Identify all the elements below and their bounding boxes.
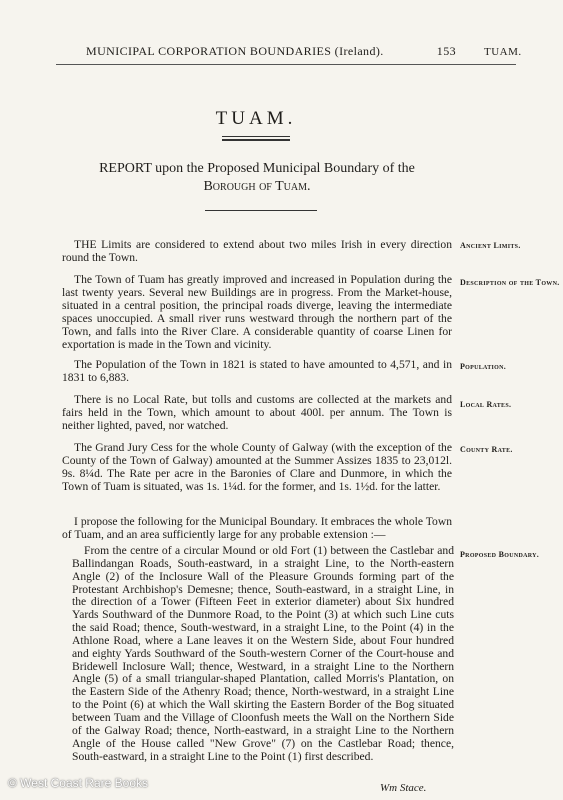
- margin-note-local-rates: Local Rates.: [460, 400, 512, 409]
- margin-note-description: Description of the Town.: [460, 278, 560, 287]
- paragraph-proposed-boundary: [72, 545, 454, 763]
- running-title: MUNICIPAL CORPORATION BOUNDARIES (Ireland).: [86, 44, 384, 58]
- paragraph-local-rates: [62, 393, 452, 432]
- margin-note-population: Population.: [460, 362, 507, 371]
- paragraph-ancient-limits: [62, 238, 452, 264]
- paragraph-text: THE Limits are considered to extend about two miles Irish in every direction round the Town.: [62, 238, 452, 264]
- margin-note-county-rate: County Rate.: [460, 445, 513, 454]
- paragraph-text: There is no Local Rate, but tolls and customs are collected at the markets and fairs held in the Town, which amount to about 400l. per annum. The Town is neither lighted, paved, nor watched.: [62, 393, 452, 432]
- paragraph-text: The Population of the Town in 1821 is stated to have amounted to 4,571, and in 1831 to 6,883.: [62, 358, 452, 384]
- signature: Wm Stace.: [380, 782, 427, 794]
- paragraph-text: From the centre of a circular Mound or old Fort (1) between the Castlebar and Ballindangan Roads, South-eastward, in a straight Line, to the North-eastern Angle (2) of the Inclosure Wall of the Pleasure Grounds forming part of the Protestant Archbishop's Demesne; thence, South-eastward, in a straight Line, in the direction of a Tower (Fifteen Feet in exterior diameter) about Six hundred Yards Southward of the Dunmore Road, to the Point (3) at which such Line cuts the said Road; thence, South-westward, in a straight Line, to the Point (4) in the Athlone Road, where a Lane leaves it on the Western Side, about Four hundred and eighty Yards Southward of the South-western Corner of the Court-house and Bridewell Inclosure Wall; thence, Westward, in a straight Line to the Northern Angle (5) of a small triangular-shaped Plantation, called Morris's Plantation, on the Eastern Side of the Athenry Road; thence, North-westward, in a straight Line to the Point (6) at which the Wall skirting the Eastern Border of the Bog situated between Tuam and the Village of Cloonfush meets the Wall on the Northern Side of the Galway Road; thence, North-eastward, in a straight Line to the Northern Angle of the House called "New Grove" (7) on the Castlebar Road; thence, South-eastward, in a straight Line to the Point (1) first described.: [72, 544, 454, 763]
- margin-running-title: TUAM.: [484, 46, 522, 58]
- report-title: [62, 160, 452, 196]
- paragraph-text: The Grand Jury Cess for the whole County of Galway (with the exception of the County of the Town of Galway) amounted at the Summer Assizes 1835 to 23,012l. 9s. 8¼d. The Rate per acre in the Baronies of Clare and Dunmore, in which the Town of Tuam is situated, was 1s. 1¼d. for the former, and 1s. 1½d. for the latter.: [62, 441, 452, 493]
- report-title-line-2: Borough of Tuam.: [203, 179, 311, 194]
- margin-note-proposed-boundary: Proposed Boundary.: [460, 550, 540, 559]
- watermark: © West Coast Rare Books: [8, 776, 149, 790]
- page-number: 153: [436, 44, 456, 58]
- report-title-line-1: REPORT upon the Proposed Municipal Boundary of the: [99, 161, 415, 176]
- paragraph-description: [62, 273, 452, 351]
- paragraph-proposal-intro: [62, 515, 452, 541]
- paragraph-text: The Town of Tuam has greatly improved and increased in Population during the last twenty years. Several new Buildings are in progress. From the Market-house, situated in a central position, the principal roads diverge, leaving the intermediate spaces unoccupied. A small river runs westward through the northern part of the Town, and falls into the River Clare. A considerable quantity of coarse Linen for exportation is made in the Town and vicinity.: [62, 273, 452, 351]
- header-rule: [56, 64, 516, 65]
- paragraph-population: [62, 358, 452, 384]
- page-title: TUAM.: [215, 108, 297, 129]
- paragraph-county-rate: [62, 441, 452, 493]
- margin-note-ancient-limits: Ancient Limits.: [460, 241, 521, 250]
- running-header: [86, 44, 456, 59]
- title-rule-top: [222, 136, 290, 137]
- section-rule: [205, 210, 317, 211]
- paragraph-text: I propose the following for the Municipal Boundary. It embraces the whole Town of Tuam, and an area sufficiently large for any probable extension :—: [62, 515, 452, 541]
- title-rule-bottom: [222, 139, 290, 141]
